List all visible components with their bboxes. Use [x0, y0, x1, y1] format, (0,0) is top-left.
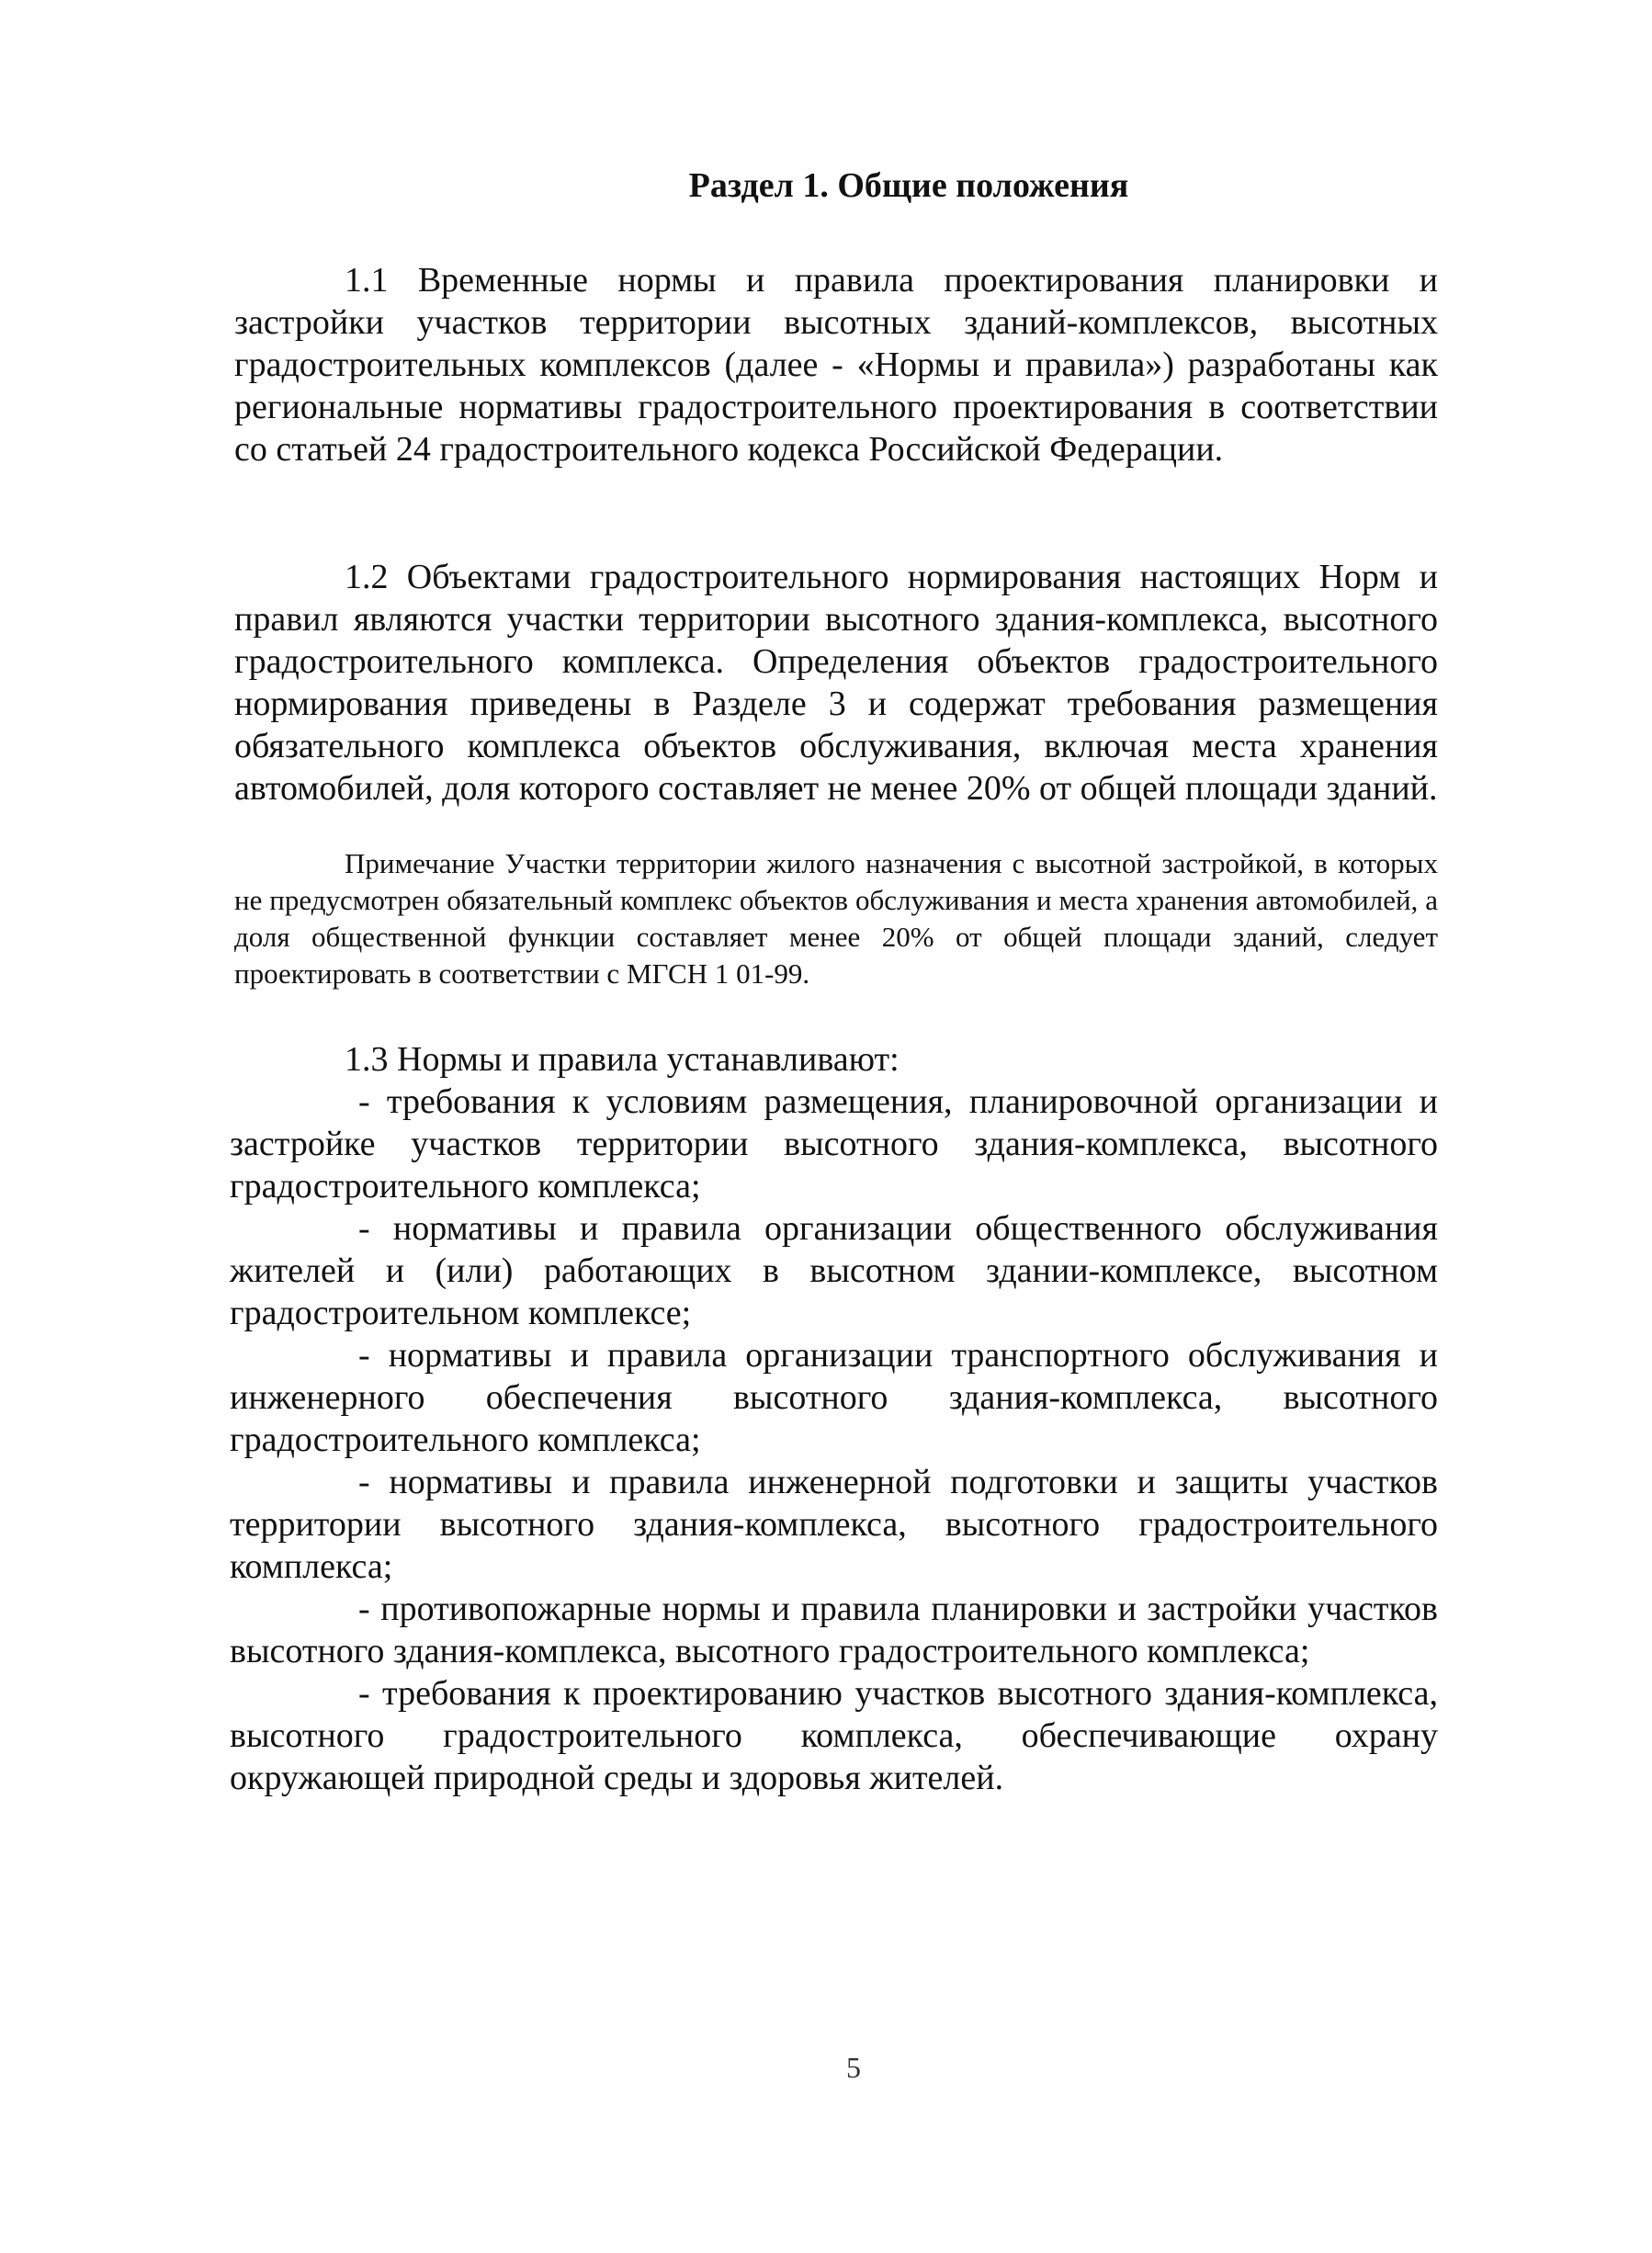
- list-item: - требования к условиям размещения, планировочной организации и застройке участков территории высотного здания-комплекса, высотного градостроительного комплекса;: [230, 1082, 1438, 1206]
- requirements-list: [230, 1081, 1438, 1799]
- paragraph-1-3-intro: 1.3 Нормы и правила устанавливают:: [345, 1040, 900, 1079]
- list-item: - требования к проектированию участков высотного здания-комплекса, высотного градостроительного комплекса, обеспечивающие охрану окружающей природной среды и здоровья жителей.: [230, 1674, 1438, 1797]
- list-item: - нормативы и правила организации транспортного обслуживания и инженерного обеспечения высотного здания-комплекса, высотного градостроительного комплекса;: [230, 1336, 1438, 1459]
- section-heading: Раздел 1. Общие положения: [688, 166, 1129, 205]
- list-item: - противопожарные нормы и правила планировки и застройки участков высотного здания-комплекса, высотного градостроительного комплекса;: [230, 1590, 1438, 1670]
- list-item: - нормативы и правила инженерной подготовки и защиты участков территории высотного здания-комплекса, высотного градостроительного комплекса;: [230, 1463, 1438, 1586]
- paragraph-1-2: 1.2 Объектами градостроительного нормирования настоящих Норм и правил являются участки территории высотного здания-комплекса, высотного градостроительного комплекса. Определения объектов градостроительного нормирования приведены в Разделе 3 и содержат требования размещения обязательного комплекса объектов обслуживания, включая места хранения автомобилей, доля которого составляет не менее 20% от общей площади зданий.: [234, 558, 1438, 808]
- paragraph-1-1: 1.1 Временные нормы и правила проектирования планировки и застройки участков территории высотных зданий-комплексов, высотных градостроительных комплексов (далее - «Нормы и правила») разработаны как региональные нормативы градостроительного проектирования в соответствии со статьей 24 градостроительного кодекса Российской Федерации.: [234, 261, 1438, 469]
- note-paragraph: Примечание Участки территории жилого назначения с высотной застройкой, в которых не предусмотрен обязательный комплекс объектов обслуживания и места хранения автомобилей, а доля общественной функции составляет менее 20% от общей площади зданий, следует проектировать в соответствии с МГСН 1 01-99.: [234, 847, 1438, 990]
- page-number: 5: [846, 2051, 861, 2084]
- list-item: - нормативы и правила организации общественного обслуживания жителей и (или) работающих в высотном здании-комплексе, высотном градостроительном комплексе;: [230, 1209, 1438, 1332]
